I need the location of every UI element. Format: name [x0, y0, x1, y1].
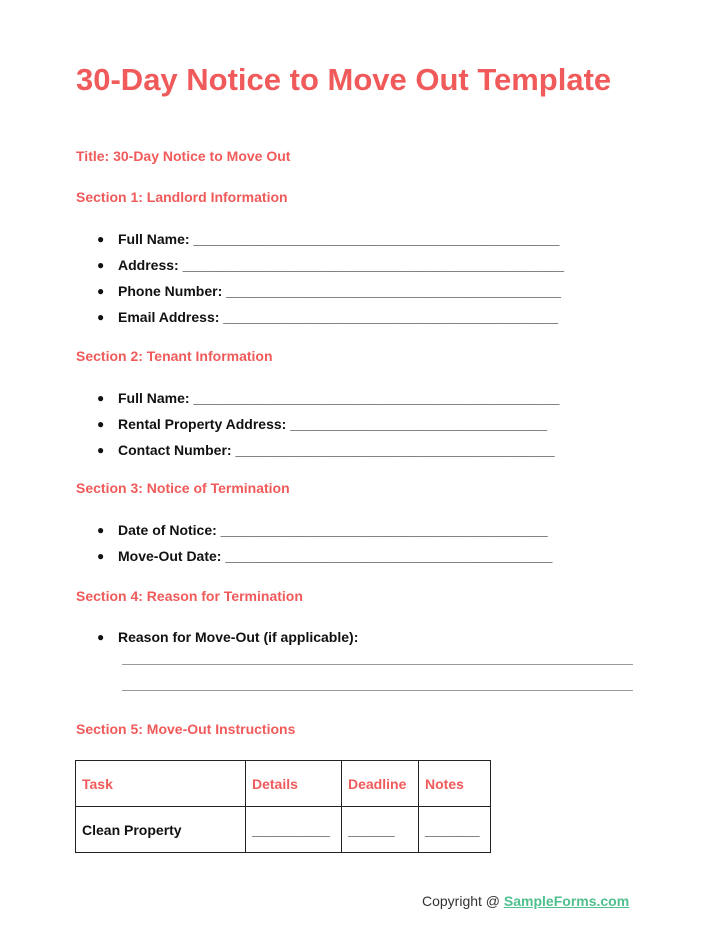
header-details: Details [246, 761, 342, 807]
cell-task: Clean Property [76, 807, 246, 853]
move-out-instructions-table [75, 760, 491, 853]
section-5-heading: Section 5: Move-Out Instructions [76, 721, 296, 737]
bullet-icon: ● [97, 232, 105, 246]
section-3-heading: Section 3: Notice of Termination [76, 480, 290, 496]
cell-details[interactable]: __________ [246, 807, 342, 853]
bullet-icon: ● [97, 310, 105, 324]
landlord-email-field[interactable]: Email Address: ___________________________________________ [118, 309, 559, 325]
tenant-contact-field[interactable]: Contact Number: _________________________________________ [118, 442, 555, 458]
list-item [76, 256, 564, 282]
bullet-icon: ● [97, 443, 105, 457]
list-item [76, 282, 564, 308]
landlord-phone-field[interactable]: Phone Number: ___________________________________________ [118, 283, 561, 299]
termination-field-list [76, 521, 552, 573]
cell-notes[interactable]: _______ [419, 807, 491, 853]
bullet-icon: ● [97, 417, 105, 431]
header-notes: Notes [419, 761, 491, 807]
landlord-field-list [76, 230, 564, 334]
list-item [76, 389, 559, 415]
copyright-footer [422, 893, 629, 909]
rental-address-field[interactable]: Rental Property Address: _________________________________ [118, 416, 548, 432]
table-row [76, 807, 491, 853]
tenant-field-list [76, 389, 559, 467]
reason-label: Reason for Move-Out (if applicable): [118, 629, 359, 645]
landlord-address-field[interactable]: Address: _________________________________________________ [118, 257, 565, 273]
bullet-icon: ● [97, 523, 105, 537]
header-deadline: Deadline [342, 761, 419, 807]
move-out-date-field[interactable]: Move-Out Date: __________________________________________ [118, 548, 553, 564]
list-item [76, 628, 358, 654]
reason-blank-line-1[interactable] [122, 664, 633, 665]
notice-date-field[interactable]: Date of Notice: __________________________________________ [118, 522, 548, 538]
table-header-row [76, 761, 491, 807]
list-item [76, 308, 564, 334]
bullet-icon: ● [97, 284, 105, 298]
brand-link[interactable]: SampleForms.com [503, 893, 630, 909]
bullet-icon: ● [97, 549, 105, 563]
reason-blank-line-2[interactable] [122, 690, 633, 691]
copyright-text: Copyright @ [422, 893, 504, 909]
bullet-icon: ● [97, 258, 105, 272]
tenant-full-name-field[interactable]: Full Name: _______________________________________________ [118, 390, 560, 406]
cell-deadline[interactable]: ______ [342, 807, 419, 853]
list-item [76, 547, 552, 573]
page-title: 30-Day Notice to Move Out Template [76, 62, 612, 97]
section-2-heading: Section 2: Tenant Information [76, 348, 273, 364]
section-1-heading: Section 1: Landlord Information [76, 189, 288, 205]
list-item [76, 230, 564, 256]
document-title: Title: 30-Day Notice to Move Out [76, 148, 291, 164]
bullet-icon: ● [97, 630, 105, 644]
list-item [76, 415, 559, 441]
list-item [76, 521, 552, 547]
header-task: Task [76, 761, 246, 807]
reason-field-list [76, 628, 358, 654]
list-item [76, 441, 559, 467]
landlord-full-name-field[interactable]: Full Name: _______________________________________________ [118, 231, 560, 247]
bullet-icon: ● [97, 391, 105, 405]
section-4-heading: Section 4: Reason for Termination [76, 588, 303, 604]
